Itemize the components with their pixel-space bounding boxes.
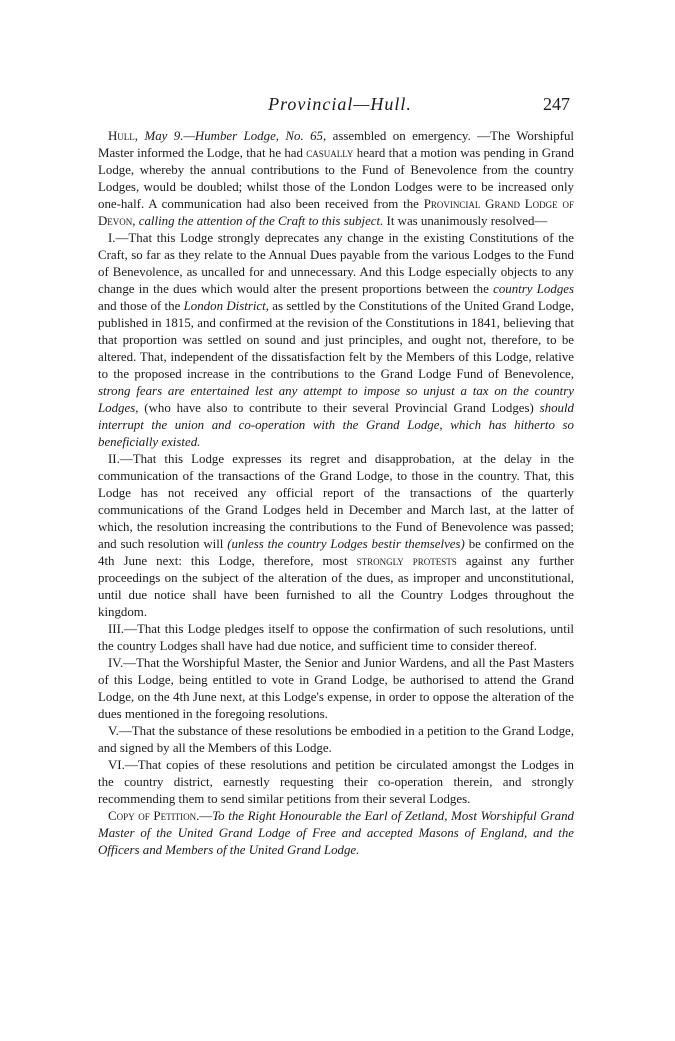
italic-text: strong fears are entertained lest any attempt to impose so unjust a tax on the country Lodges, xyxy=(98,384,574,415)
small-caps-text: Copy of Petition. xyxy=(108,809,200,823)
italic-text: country Lodges xyxy=(493,282,575,296)
paragraph xyxy=(98,230,574,451)
paragraph xyxy=(98,808,574,859)
text-run: against any further proceedings on the subject of the alteration of the dues, as improper and unconstitutional, until due notice shall have been furnished to all the Country Lodges throughout the kingdom. xyxy=(98,554,574,619)
paragraph xyxy=(98,128,574,230)
italic-text: should interrupt the union and co-operation with the Grand Lodge, which has hitherto so beneficially existed. xyxy=(98,401,574,449)
small-caps-text: Provincial Grand Lodge of Devon, xyxy=(98,197,574,228)
paragraph xyxy=(98,621,574,655)
text-run: as settled by the Constitutions of the United Grand Lodge, published in 1815, and confirmed at the revision of the Constitutions in 1841, believing that that proportion was settled on sound and just principles, and ought not, therefore, to be altered. That, independent of the dissatisfaction felt by the Members of this Lodge, relative to the proposed increase in the contributions to the Grand Lodge Fund of Benevolence, xyxy=(98,299,574,381)
text-run: IV.—That the Worshipful Master, the Senior and Junior Wardens, and all the Past Masters of this Lodge, being entitled to vote in Grand Lodge, be authorised to attend the Grand Lodge, on the 4th June next, at this Lodge's expense, in order to oppose the alteration of the dues mentioned in the foregoing resolutions. xyxy=(98,656,574,721)
small-caps-text: strongly protests xyxy=(356,554,457,568)
text-run: It was unanimously resolved— xyxy=(383,214,548,228)
page-header xyxy=(100,94,580,118)
paragraph xyxy=(98,451,574,621)
text-run: (who have also to contribute to their several Provincial Grand Lodges) xyxy=(138,401,540,415)
italic-text: London District, xyxy=(183,299,269,313)
body-text xyxy=(98,128,574,859)
text-run: I.—That this Lodge strongly deprecates any change in the existing Constitutions of the Craft, so far as they relate to the Annual Dues payable from the various Lodges to the Fund of Benevolence, as uncalled for and unnecessary. And this Lodge especially objects to any change in the dues which would alter the present proportions between the xyxy=(98,231,574,296)
small-caps-text: casually xyxy=(306,146,354,160)
text-run: heard that a motion was pending in Grand Lodge, whereby the annual contributions to the Fund of Benevolence from the country Lodges, would be doubled; whilst those of the London Lodges were to be increased only one-half. A communication had also been received from the xyxy=(98,146,574,211)
italic-text: To the Right Honourable the Earl of Zetland, Most Worshipful Grand Master of the United Grand Lodge of Free and accepted Masons of England, and the Officers and Members of the United Grand Lodge. xyxy=(98,809,574,857)
text-run: V.—That the substance of these resolutions be embodied in a petition to the Grand Lodge, and signed by all the Members of this Lodge. xyxy=(98,724,574,755)
running-title: Provincial—Hull. xyxy=(268,94,412,114)
text-run: assembled on emergency. —The Worshipful Master informed the Lodge, that he had xyxy=(98,129,574,160)
page-number: 247 xyxy=(543,94,570,114)
text-run: — xyxy=(199,809,213,823)
paragraph xyxy=(98,655,574,723)
text-run: III.—That this Lodge pledges itself to oppose the confirmation of such resolutions, until the country Lodges shall have had due notice, and sufficient time to consider thereof. xyxy=(98,622,574,653)
italic-text: May 9.—Humber Lodge, No. 65, xyxy=(144,129,327,143)
text-run: VI.—That copies of these resolutions and petition be circulated amongst the Lodges in the country district, earnestly requesting their co-operation therein, and strongly recommending them to send similar petitions from their several Lodges. xyxy=(98,758,574,806)
paragraph xyxy=(98,757,574,808)
italic-text: (unless the country Lodges bestir themselves) xyxy=(227,537,465,551)
italic-text: calling the attention of the Craft to this subject. xyxy=(138,214,384,228)
text-run: be confirmed on the 4th June next: this Lodge, therefore, most xyxy=(98,537,574,568)
text-run: and those of the xyxy=(98,299,184,313)
text-run: II.—That this Lodge expresses its regret and disapprobation, at the delay in the communication of the transactions of the Grand Lodge, to those in the country. That, this Lodge has not received any official report of the transactions of the quarterly communications of the Grand Lodges held in December and March last, at the latter of which, the resolution increasing the contributions to the Fund of Benevolence was passed; and such resolution will xyxy=(98,452,574,551)
paragraph xyxy=(98,723,574,757)
small-caps-text: Hull, xyxy=(108,129,139,143)
